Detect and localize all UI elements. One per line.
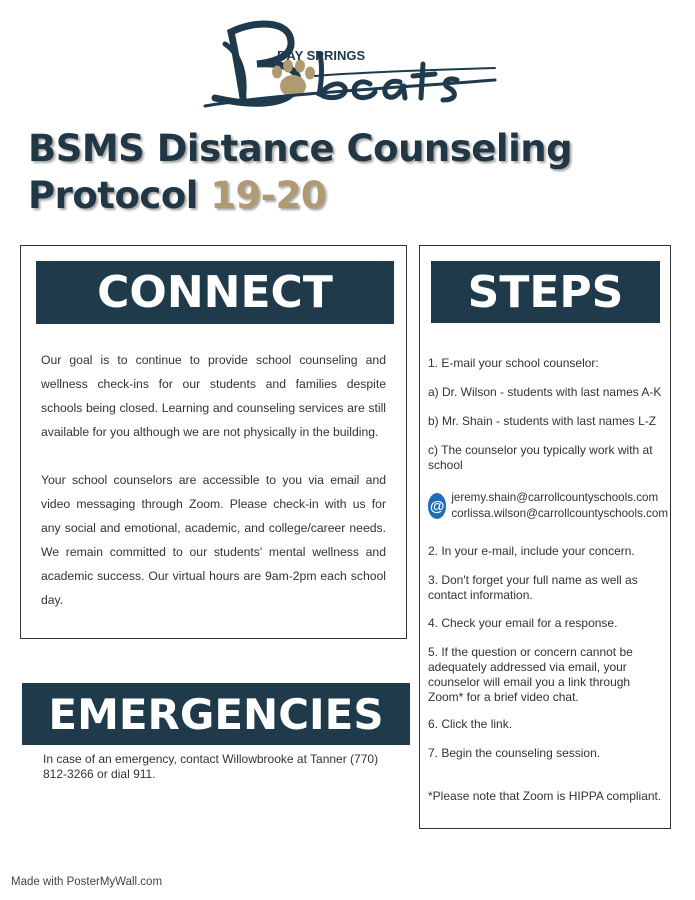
step-item: a) Dr. Wilson - students with last names A-K [428, 385, 662, 399]
page-title-line-1: BSMS Distance Counseling [28, 127, 573, 170]
connect-heading: CONNECT [36, 261, 394, 324]
page-title-line-2 [28, 174, 326, 217]
steps-list [428, 246, 668, 826]
title-protocol: Protocol [28, 174, 211, 217]
step-item: 1. E-mail your school counselor: [428, 356, 599, 370]
step-item: 6. Click the link. [428, 717, 513, 731]
school-logo [195, 14, 500, 114]
step-item: 4. Check your email for a response. [428, 616, 618, 630]
email-contacts [428, 489, 668, 523]
step-item: 5. If the question or concern cannot be adequately addressed via email, your counselor will email you a link through Zoom* for a brief video chat. [428, 645, 633, 704]
step-note: *Please note that Zoom is HIPPA compliant. [428, 789, 662, 803]
steps-heading: STEPS [431, 261, 660, 323]
footer-credit: Made with PosterMyWall.com [11, 876, 163, 888]
emergencies-text: In case of an emergency, contact Willowbrooke at Tanner (770) 812-3266 or dial 911. [43, 752, 379, 781]
emergencies-heading: EMERGENCIES [22, 683, 410, 745]
step-item: c) The counselor you typically work with at school [428, 443, 653, 472]
email-link-wilson[interactable]: corlissa.wilson@carrollcountyschools.com [451, 507, 668, 520]
connect-panel [20, 245, 407, 639]
connect-paragraph-1: Our goal is to continue to provide school counseling and wellness check-ins for our students and families despite schools being closed. Learning and counseling services are still available for you although we are not physically in the building. [41, 353, 386, 439]
step-item: b) Mr. Shain - students with last names L-Z [428, 414, 657, 428]
step-item: 7. Begin the counseling session. [428, 746, 601, 760]
step-item: 2. In your e-mail, include your concern. [428, 544, 635, 558]
email-at-icon: @ [428, 493, 446, 519]
connect-paragraph-2: Your school counselors are accessible to you via email and video messaging through Zoom. Please check-in with us for any social and emotional, academic, and college/career needs. We remain committed to our students' mental wellness and academic success. Our virtual hours are 9am-2pm each school day. [41, 473, 386, 607]
logo-tagline: BAY SPRINGS [277, 48, 366, 63]
title-year: 19-20 [210, 174, 327, 217]
email-list [451, 490, 668, 522]
step-item: 3. Don't forget your full name as well as contact information. [428, 573, 638, 602]
email-link-shain[interactable]: jeremy.shain@carrollcountyschools.com [451, 491, 659, 504]
connect-body [41, 348, 386, 636]
bobcats-logo-graphic [195, 14, 500, 114]
steps-panel [419, 245, 671, 829]
